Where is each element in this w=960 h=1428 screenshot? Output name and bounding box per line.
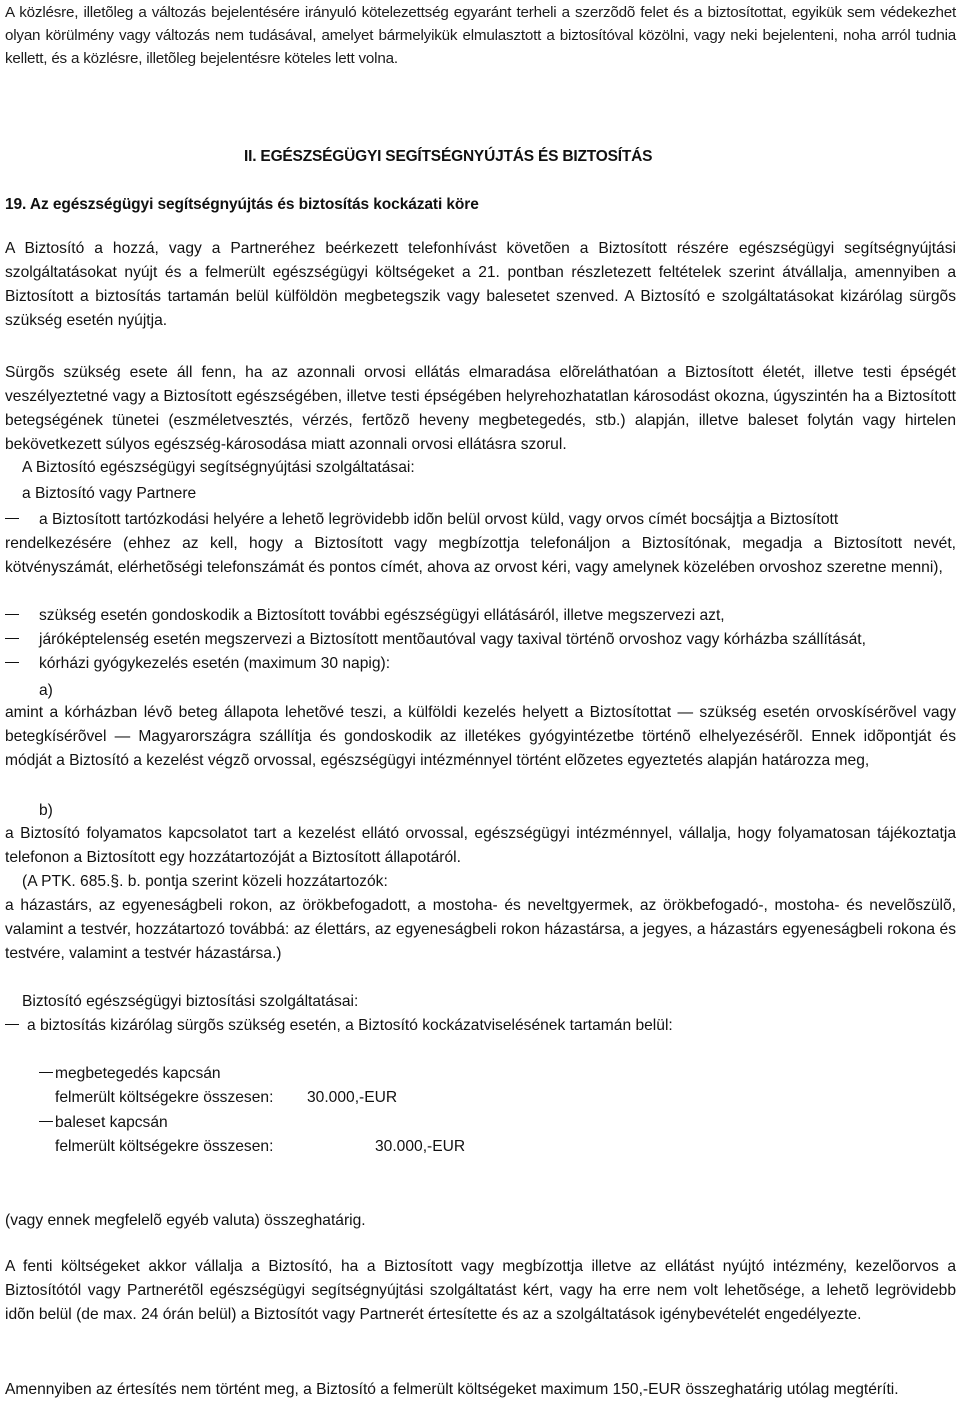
ptk-text: a házastárs, az egyeneságbeli rokon, az örökbefogadott, a mostoha- és neveltgyermek, az örökbefogadó-, mostoha- és nevelõszülõ, valamint a testvér, hozzátartozó továbbá: az élettárs, az egyeneságbeli rokon házastársa, a jegyes, a házastárs egyeneságbeli rokona és testvére, valamint a testvér házastársa.) [5, 897, 956, 962]
dash-bullet [5, 1024, 19, 1025]
dash-bullet [5, 614, 19, 615]
insurance-heading: Biztosító egészségügyi biztosítási szolgáltatásai: [22, 993, 359, 1010]
ptk-line: (A PTK. 685.§. b. pontja szerint közeli hozzátartozók: [22, 873, 388, 890]
dash-bullet [39, 1072, 53, 1073]
dash-bullet [5, 638, 19, 639]
intro-paragraph: A közlésre, illetõleg a változás bejelentésére irányuló kötelezettség egyaránt terheli a szerzõdõ felet és a biztosítottat, egyikük sem védekezhet olyan körülmény vagy változás nem tudásával, amelyet bármelyikük elmulasztott a biztosítóval közölni, vagy neki bejelenteni, noha arról tudnia kellett, és a közlésre, illetõleg bejelentésre köteles lett volna. [5, 4, 956, 67]
sickness-cost-label: felmerült költségekre összesen: [55, 1089, 274, 1106]
service-item-3 [5, 628, 866, 652]
dash-bullet [5, 662, 19, 663]
dash-bullet [5, 518, 19, 519]
services-heading: A Biztosító egészségügyi segítségnyújtási szolgáltatásai: [22, 459, 415, 476]
service-item-2 [5, 604, 725, 628]
service-item-4-text: kórházi gyógykezelés esetén (maximum 30 napig): [39, 655, 391, 672]
paragraph-emergency: Sürgõs szükség esete áll fenn, ha az azonnali orvosi ellátás elmaradása elõreláthatóan a Biztosított életét, illetve testi épségét veszélyeztetné vagy a Biztosított egészségében, illetve testi épségében helyrehozhatatlan károsodást okozna, úgyszintén ha a Biztosított betegségének tünetei (eszméletvesztés, vérzés, fertõzõ heveny megbetegedés, stb.) alapján, illetve baleset folytán vagy hirtelen bekövetkezett súlyos egészség-károsodása miatt azonnali orvosi ellátásra szorul. [5, 364, 956, 453]
insurance-line [5, 1014, 673, 1038]
service-item-3-text: járóképtelenség esetén megszervezi a Biztosított mentõautóval vagy taxival történõ orvoshoz vagy kórházba szállítását, [39, 631, 866, 648]
label-a: a) [39, 682, 53, 699]
service-item-1 [5, 508, 838, 532]
dash-bullet [39, 1121, 53, 1122]
paragraph-notification: A fenti költségeket akkor vállalja a Biztosító, ha a Biztosított vagy megbízottja illetve az ellátást nyújtó intézmény, kezelõorvos a Biztosítótól vagy Partnerétõl egészségügyi segítségnyújtási szolgáltatást kért, vagy ha erre nem volt lehetõsége, a lehetõ legrövidebb idõn belül (de max. 24 órán belül) a Biztosítót vagy Partnerét értesítette és az a szolgáltatások igénybevételét engedélyezte. [5, 1258, 956, 1323]
currency-note: (vagy ennek megfelelõ egyéb valuta) összeghatárig. [5, 1212, 366, 1229]
text-a: amint a kórházban lévõ beteg állapota lehetõvé teszi, a külföldi kezelés helyett a Biztosítottat — szükség esetén orvoskísérõvel vagy betegkísérõvel — Magyarországra szállítja és gondoskodik az illetékes gyógyintézetbe történõ elhelyezésérõl. Ennek idõpontját és módját a Biztosító a kezelést végzõ orvossal, egészségügyi intézménnyel történt elõzetes egyeztetés alapján határozza meg, [5, 704, 956, 769]
sickness-cost-value: 30.000,-EUR [307, 1089, 398, 1106]
label-b: b) [39, 802, 53, 819]
paragraph-no-notification: Amennyiben az értesítés nem történt meg, a Biztosító a felmerült költségeket maximum 150,-EUR összeghatárig utólag megtéríti. [5, 1381, 899, 1398]
accident-cost-label: felmerült költségekre összesen: [55, 1138, 274, 1155]
accident-label: baleset kapcsán [55, 1114, 168, 1131]
subsection-title: 19. Az egészségügyi segítségnyújtás és biztosítás kockázati köre [5, 196, 479, 213]
section-title: II. EGÉSZSÉGÜGYI SEGÍTSÉGNYÚJTÁS ÉS BIZTOSÍTÁS [244, 148, 653, 165]
accident-item [39, 1111, 168, 1135]
provider-line: a Biztosító vagy Partnere [22, 485, 197, 502]
sickness-label: megbetegedés kapcsán [55, 1065, 221, 1082]
insurance-line-text: a biztosítás kizárólag sürgõs szükség esetén, a Biztosító kockázatviselésének tartamán belül: [27, 1017, 673, 1034]
service-item-1-text: a Biztosított tartózkodási helyére a lehetõ legrövidebb idõn belül orvost küld, vagy orvos címét bocsájtja a Biztosított [39, 511, 839, 528]
service-item-4 [5, 652, 390, 676]
text-b: a Biztosító folyamatos kapcsolatot tart a kezelést ellátó orvossal, egészségügyi intézménnyel, vállalja, hogy folyamatosan tájékoztatja telefonon a Biztosított egy hozzátartozóját a Biztosított állapotáról. [5, 825, 956, 866]
paragraph-scope: A Biztosító a hozzá, vagy a Partneréhez beérkezett telefonhívást követõen a Biztosított részére egészségügyi segítségnyújtási szolgáltatásokat nyújt és a felmerült egészségügyi költségeket a 21. pontban részletezett feltételek szerint átvállalja, amennyiben a Biztosított a biztosítás tartamán belül külföldön megbetegszik vagy balesetet szenved. A Biztosító e szolgáltatásokat kizárólag sürgõs szükség esetén nyújtja. [5, 240, 956, 329]
sickness-item [39, 1062, 221, 1086]
accident-cost-value: 30.000,-EUR [375, 1138, 466, 1155]
service-item-2-text: szükség esetén gondoskodik a Biztosított további egészségügyi ellátásáról, illetve megszervezi azt, [39, 607, 725, 624]
service-item-1-continued: rendelkezésére (ehhez az kell, hogy a Biztosított vagy megbízottja telefonáljon a Biztosítónak, megadja a Biztosított nevét, kötvényszámát, elérhetõségi telefonszámát és pontos címét, ahova az orvost kéri, vagy amelynek közelében orvoshoz szeretne menni), [5, 535, 956, 576]
